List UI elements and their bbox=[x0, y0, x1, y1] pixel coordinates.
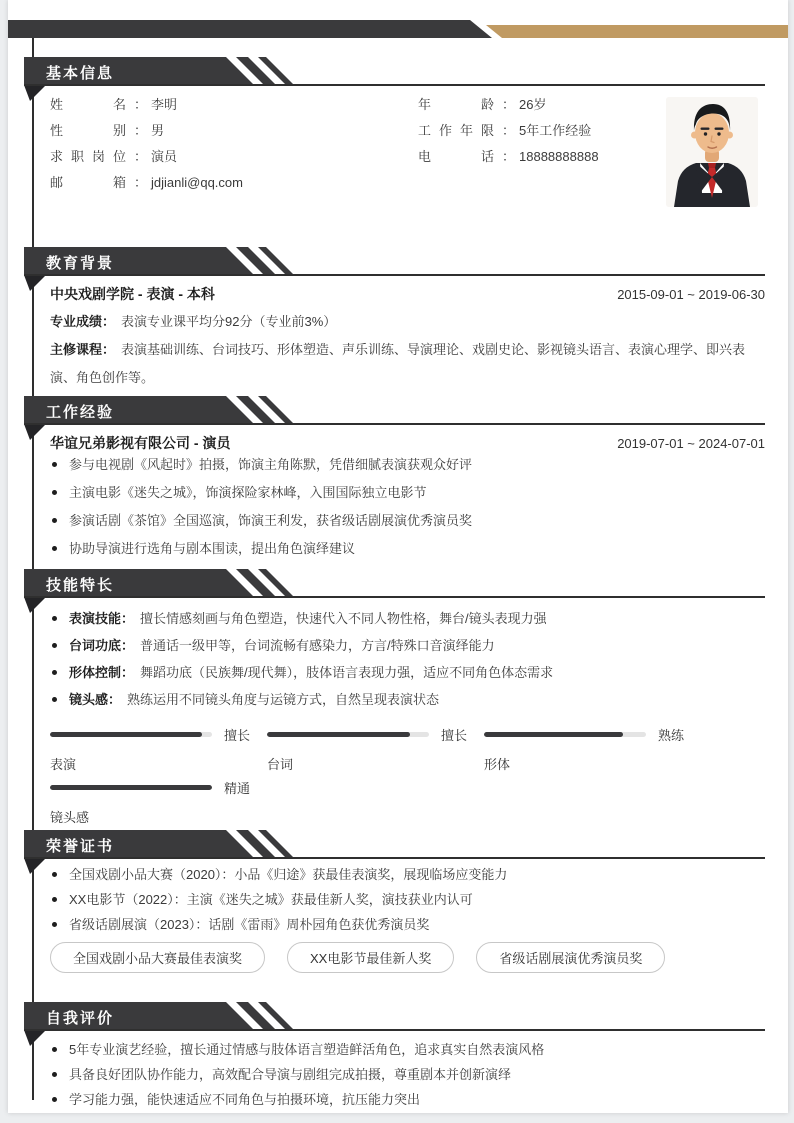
section-title-skills: 技能特长 bbox=[46, 577, 115, 594]
field-label: 工作年限 bbox=[418, 123, 494, 138]
bullet-dot-icon bbox=[52, 872, 57, 877]
skill-bar-line bbox=[267, 725, 484, 744]
bullet-dot-icon bbox=[52, 643, 57, 648]
skill-label: 表演技能： bbox=[69, 611, 135, 626]
row-text: 表演专业课平均分92分（专业前3%） bbox=[121, 314, 337, 329]
skill-bar-lines bbox=[267, 725, 484, 773]
bullet-dot-icon bbox=[52, 897, 57, 902]
row-text: 表演基础训练、台词技巧、形体塑造、声乐训练、导演理论、戏剧史论、影视镜头语言、表演心理学、即兴表演、角色创作等。 bbox=[50, 342, 746, 385]
education-dates: 2015-09-01 ~ 2019-06-30 bbox=[617, 287, 765, 302]
skill-bar-track bbox=[267, 732, 429, 737]
education-courses-row bbox=[50, 336, 765, 392]
skill-bar-fill bbox=[50, 732, 202, 737]
honor-badges-row bbox=[50, 942, 687, 973]
skill-bar-name: 表演 bbox=[50, 757, 77, 772]
skill-bullet bbox=[50, 664, 765, 682]
section-title-self-evaluation: 自我评价 bbox=[46, 1010, 115, 1027]
field-label: 邮箱 bbox=[50, 175, 126, 190]
bullet-dot-icon bbox=[52, 670, 57, 675]
bullet-text bbox=[69, 637, 495, 655]
bullet-dot-icon bbox=[52, 922, 57, 927]
top-bar-dark-shape bbox=[8, 20, 492, 38]
skill-bullet bbox=[50, 637, 765, 655]
skill-bar-camera-sense bbox=[50, 778, 267, 826]
section-title-basic-info: 基本信息 bbox=[46, 65, 115, 82]
field-label: 性别 bbox=[50, 123, 126, 138]
skill-bar-name: 台词 bbox=[267, 757, 294, 772]
skill-bar-track bbox=[484, 732, 646, 737]
skill-bar-line bbox=[50, 725, 267, 744]
education-grade-row bbox=[50, 308, 765, 336]
row-label: 专业成绩： bbox=[50, 314, 116, 329]
work-entry-header bbox=[50, 433, 765, 453]
field-colon: ： bbox=[502, 123, 516, 138]
bullet-dot-icon bbox=[52, 1047, 57, 1052]
bullet-dot-icon bbox=[52, 1072, 57, 1077]
skill-label: 台词功底： bbox=[69, 638, 135, 653]
company-name: 华谊兄弟影视有限公司 - 演员 bbox=[50, 435, 231, 451]
field-label: 姓名 bbox=[50, 97, 126, 112]
bullet-text: 参与电视剧《风起时》拍摄，饰演主角陈默，凭借细腻表演获观众好评 bbox=[69, 457, 473, 472]
work-bullet bbox=[50, 484, 765, 502]
section-rule bbox=[24, 84, 765, 86]
school-name: 中央戏剧学院 - 表演 - 本科 bbox=[50, 286, 215, 302]
skill-bar-fill bbox=[267, 732, 410, 737]
bullet-text bbox=[69, 610, 547, 628]
honors-bullet-list bbox=[50, 866, 765, 941]
section-title-education: 教育背景 bbox=[46, 255, 115, 272]
bullet-dot-icon bbox=[52, 462, 57, 467]
honor-badge: 全国戏剧小品大赛最佳表演奖 bbox=[50, 942, 265, 973]
bullet-dot-icon bbox=[52, 490, 57, 495]
section-rule bbox=[24, 596, 765, 598]
skill-bar-line bbox=[484, 725, 701, 744]
honor-badge: 省级话剧展演优秀演员奖 bbox=[476, 942, 665, 973]
bullet-dot-icon bbox=[52, 518, 57, 523]
self-evaluation-bullet bbox=[50, 1066, 765, 1084]
field-value: 18888888888 bbox=[519, 149, 599, 164]
skill-bar-track bbox=[50, 732, 212, 737]
field-value: 26岁 bbox=[519, 97, 547, 112]
work-dates: 2019-07-01 ~ 2024-07-01 bbox=[617, 436, 765, 451]
bullet-text: 全国戏剧小品大赛（2020）：小品《归途》获最佳表演奖，展现临场应变能力 bbox=[69, 867, 508, 882]
bullet-text: XX电影节（2022）：主演《迷失之城》获最佳新人奖，演技获业内认可 bbox=[69, 892, 473, 907]
profile-photo bbox=[666, 97, 758, 207]
skill-bar-fill bbox=[50, 785, 212, 790]
skill-bar-name: 镜头感 bbox=[50, 810, 90, 825]
field-colon: ： bbox=[134, 149, 148, 164]
top-decorative-bar bbox=[8, 0, 788, 40]
bullet-text: 具备良好团队协作能力，高效配合导演与剧组完成拍摄，尊重剧本并创新演绎 bbox=[69, 1067, 512, 1082]
field-value: 李明 bbox=[151, 97, 178, 112]
skill-level-label: 熟练 bbox=[658, 728, 685, 743]
work-bullet-list bbox=[50, 456, 765, 568]
bullet-text: 协助导演进行选角与剧本围读，提出角色演绎建议 bbox=[69, 541, 356, 556]
education-entry-header bbox=[50, 284, 765, 304]
skill-bar-fill bbox=[484, 732, 623, 737]
skill-label: 镜头感： bbox=[69, 692, 122, 707]
section-rule bbox=[24, 857, 765, 859]
field-colon: ： bbox=[502, 149, 516, 164]
avatar-illustration bbox=[666, 97, 758, 207]
skill-bar-line bbox=[50, 778, 267, 797]
field-age bbox=[418, 94, 599, 120]
section-title-work: 工作经验 bbox=[46, 404, 115, 421]
field-value: jdjianli@qq.com bbox=[151, 175, 243, 190]
basic-info-right-column bbox=[418, 94, 599, 172]
field-label: 求职岗位 bbox=[50, 149, 126, 164]
honor-bullet bbox=[50, 866, 765, 884]
skill-label: 形体控制： bbox=[69, 665, 135, 680]
field-years-experience bbox=[418, 120, 599, 146]
skill-bar-physique bbox=[484, 725, 701, 773]
self-evaluation-bullet-list bbox=[50, 1041, 765, 1116]
field-label: 电话 bbox=[418, 149, 494, 164]
field-label: 年龄 bbox=[418, 97, 494, 112]
bullet-text: 省级话剧展演（2023）：话剧《雷雨》周朴园角色获优秀演员奖 bbox=[69, 917, 430, 932]
section-title-honors: 荣誉证书 bbox=[46, 838, 115, 855]
field-colon: ： bbox=[134, 123, 148, 138]
field-name bbox=[50, 94, 243, 120]
bullet-dot-icon bbox=[52, 616, 57, 621]
education-details bbox=[50, 308, 765, 392]
skill-desc: 擅长情感刻画与角色塑造，快速代入不同人物性格，舞台/镜头表现力强 bbox=[140, 611, 547, 626]
skills-bullet-list bbox=[50, 610, 765, 718]
field-gender bbox=[50, 120, 243, 146]
bullet-text: 学习能力强，能快速适应不同角色与拍摄环境，抗压能力突出 bbox=[69, 1092, 421, 1107]
self-evaluation-bullet bbox=[50, 1041, 765, 1059]
field-value: 5年工作经验 bbox=[519, 123, 592, 138]
skill-bullet bbox=[50, 610, 765, 628]
skill-bar-acting bbox=[50, 725, 267, 773]
bullet-dot-icon bbox=[52, 697, 57, 702]
skill-desc: 舞蹈功底（民族舞/现代舞），肢体语言表现力强，适应不同角色体态需求 bbox=[140, 665, 554, 680]
honor-bullet bbox=[50, 891, 765, 909]
skill-level-label: 擅长 bbox=[441, 728, 468, 743]
field-value: 男 bbox=[151, 123, 165, 138]
field-colon: ： bbox=[134, 175, 148, 190]
skill-bar-track bbox=[50, 785, 212, 790]
self-evaluation-bullet bbox=[50, 1091, 765, 1109]
section-rule bbox=[24, 423, 765, 425]
field-target-position bbox=[50, 146, 243, 172]
field-phone bbox=[418, 146, 599, 172]
work-bullet bbox=[50, 456, 765, 474]
field-value: 演员 bbox=[151, 149, 178, 164]
section-rule bbox=[24, 274, 765, 276]
bullet-text: 5年专业演艺经验，擅长通过情感与肢体语言塑造鲜活角色，追求真实自然表演风格 bbox=[69, 1042, 545, 1057]
basic-info-left-column bbox=[50, 94, 243, 198]
bullet-text bbox=[69, 664, 553, 682]
work-bullet bbox=[50, 540, 765, 558]
honor-bullet bbox=[50, 916, 765, 934]
top-bar-gold-shape bbox=[486, 25, 788, 38]
row-label: 主修课程： bbox=[50, 342, 116, 357]
resume-page bbox=[8, 0, 788, 1113]
bullet-text: 参演话剧《茶馆》全国巡演，饰演王利发，获省级话剧展演优秀演员奖 bbox=[69, 513, 473, 528]
skill-bullet bbox=[50, 691, 765, 709]
skill-level-label: 精通 bbox=[224, 781, 251, 796]
field-colon: ： bbox=[502, 97, 516, 112]
skill-level-label: 擅长 bbox=[224, 728, 251, 743]
bullet-text bbox=[69, 691, 439, 709]
honor-badge: XX电影节最佳新人奖 bbox=[287, 942, 454, 973]
field-colon: ： bbox=[134, 97, 148, 112]
section-rule bbox=[24, 1029, 765, 1031]
field-email bbox=[50, 172, 243, 198]
skill-desc: 熟练运用不同镜头角度与运镜方式，自然呈现表演状态 bbox=[127, 692, 440, 707]
bullet-text: 主演电影《迷失之城》，饰演探险家林峰，入围国际独立电影节 bbox=[69, 485, 427, 500]
skill-desc: 普通话一级甲等，台词流畅有感染力，方言/特殊口音演绎能力 bbox=[140, 638, 495, 653]
skill-bar-name: 形体 bbox=[484, 757, 511, 772]
bullet-dot-icon bbox=[52, 1097, 57, 1102]
bullet-dot-icon bbox=[52, 546, 57, 551]
work-bullet bbox=[50, 512, 765, 530]
